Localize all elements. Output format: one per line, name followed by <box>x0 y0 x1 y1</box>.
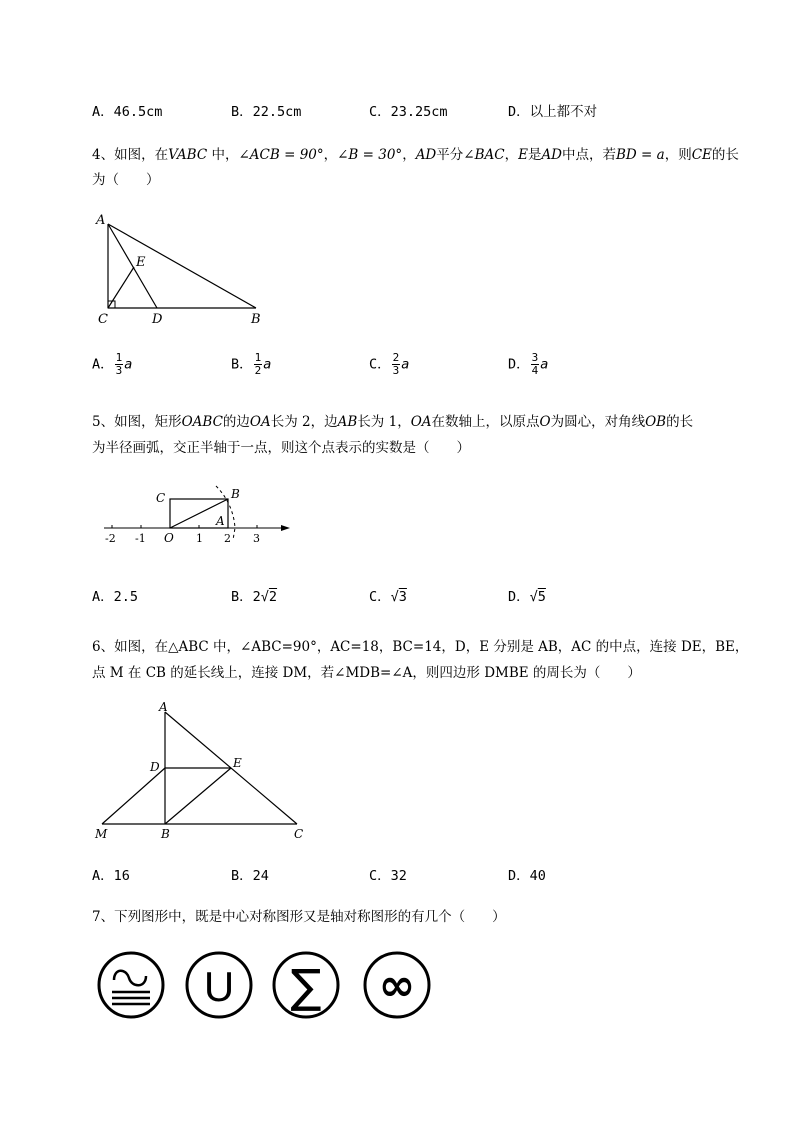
q4-stem-line2: 为（ ） <box>92 172 160 188</box>
q6-label-m: M <box>95 827 108 841</box>
q5-option-a: A．2.5 <box>92 589 139 605</box>
q5-stem-line1: 5、如图，矩形OABC的边OA长为 2，边AB长为 1，OA在数轴上，以原点O为圆心，对角线OB的长 <box>92 414 694 430</box>
q6-segment-dm <box>102 768 165 824</box>
q3-option-d: D．以上都不对 <box>508 104 598 120</box>
q5-tick-2: 2 <box>224 532 231 545</box>
q3-option-a: A．46.5cm <box>92 104 163 120</box>
q3-option-b: B．22.5cm <box>231 104 302 120</box>
q5-label-o: O <box>164 531 174 545</box>
q4-option-d: D． $\frac{3}{4}$ a <box>508 351 549 377</box>
q4-label-c: C <box>98 312 108 327</box>
q6-segment-be <box>165 768 231 824</box>
q4-label-e: E <box>136 255 146 270</box>
q5-option-d: D．√5 <box>508 589 546 605</box>
q7-symbol-3 <box>271 950 341 1020</box>
q6-figure <box>90 700 310 845</box>
q3-option-c: C．23.25cm <box>369 104 448 120</box>
wave-lines-icon <box>114 971 146 986</box>
q4-side-ab <box>108 224 256 308</box>
q5-option-b: B．2√2 <box>231 589 278 605</box>
q5-tick-3: 3 <box>253 532 260 545</box>
q6-label-a: A <box>159 700 168 714</box>
q4-option-c: C． $\frac{2}{3}$ a <box>369 351 410 377</box>
q4-option-a: A． $\frac{1}{3}$ a <box>92 351 133 377</box>
q6-stem-line2: 点 M 在 CB 的延长线上，连接 DM，若∠MDB=∠A，则四边形 DMBE 的周长为（ ） <box>92 665 641 681</box>
q4-label-b: B <box>251 312 261 327</box>
q4-figure <box>90 210 280 330</box>
q7-symbol-2 <box>184 950 254 1020</box>
q6-option-b: B．24 <box>231 868 269 884</box>
q6-label-d: D <box>150 760 160 774</box>
q5-label-b: B <box>231 487 240 501</box>
q6-label-c: C <box>294 827 304 841</box>
q6-option-a: A．16 <box>92 868 130 884</box>
q5-option-c: C．√3 <box>369 589 407 605</box>
q6-stem-line1: 6、如图，在△ABC 中，∠ABC=90°，AC=18，BC=14，D，E 分别是 AB，AC 的中点，连接 DE，BE， <box>92 639 749 655</box>
q5-tick-neg1: -1 <box>135 532 146 545</box>
q5-tick-neg2: -2 <box>105 532 116 545</box>
q5-label-c: C <box>156 491 166 505</box>
infinity-glyph: ∞ <box>378 960 416 1011</box>
q5-label-a: A <box>216 514 225 528</box>
q4-stem-line1: 4、如图，在VABC 中，∠ACB = 90°，∠B = 30°，AD平分∠BAC，E是AD中点，若BD = a，则CE的长 <box>92 147 739 163</box>
q6-label-b: B <box>161 827 170 841</box>
q4-option-b: B． $\frac{1}{2}$ a <box>231 351 272 377</box>
q7-stem: 7、下列图形中，既是中心对称图形又是轴对称图形的有几个（ ） <box>92 909 506 925</box>
q5-tick-1: 1 <box>196 532 203 545</box>
q6-option-d: D．40 <box>508 868 546 884</box>
q7-symbol-4 <box>362 950 432 1020</box>
q4-label-d: D <box>152 312 163 327</box>
q5-stem-line2: 为半径画弧，交正半轴于一点，则这个点表示的实数是（ ） <box>92 440 470 456</box>
letter-u-glyph: U <box>203 963 235 1010</box>
q7-symbol-1 <box>96 950 166 1020</box>
q4-segment-ce <box>108 267 134 308</box>
q6-label-e: E <box>233 756 242 770</box>
q4-label-a: A <box>96 213 106 228</box>
q6-option-c: C．32 <box>369 868 407 884</box>
q5-figure <box>98 480 298 550</box>
sigma-glyph: ∑ <box>290 959 322 1013</box>
q5-axis-arrow <box>281 525 290 531</box>
